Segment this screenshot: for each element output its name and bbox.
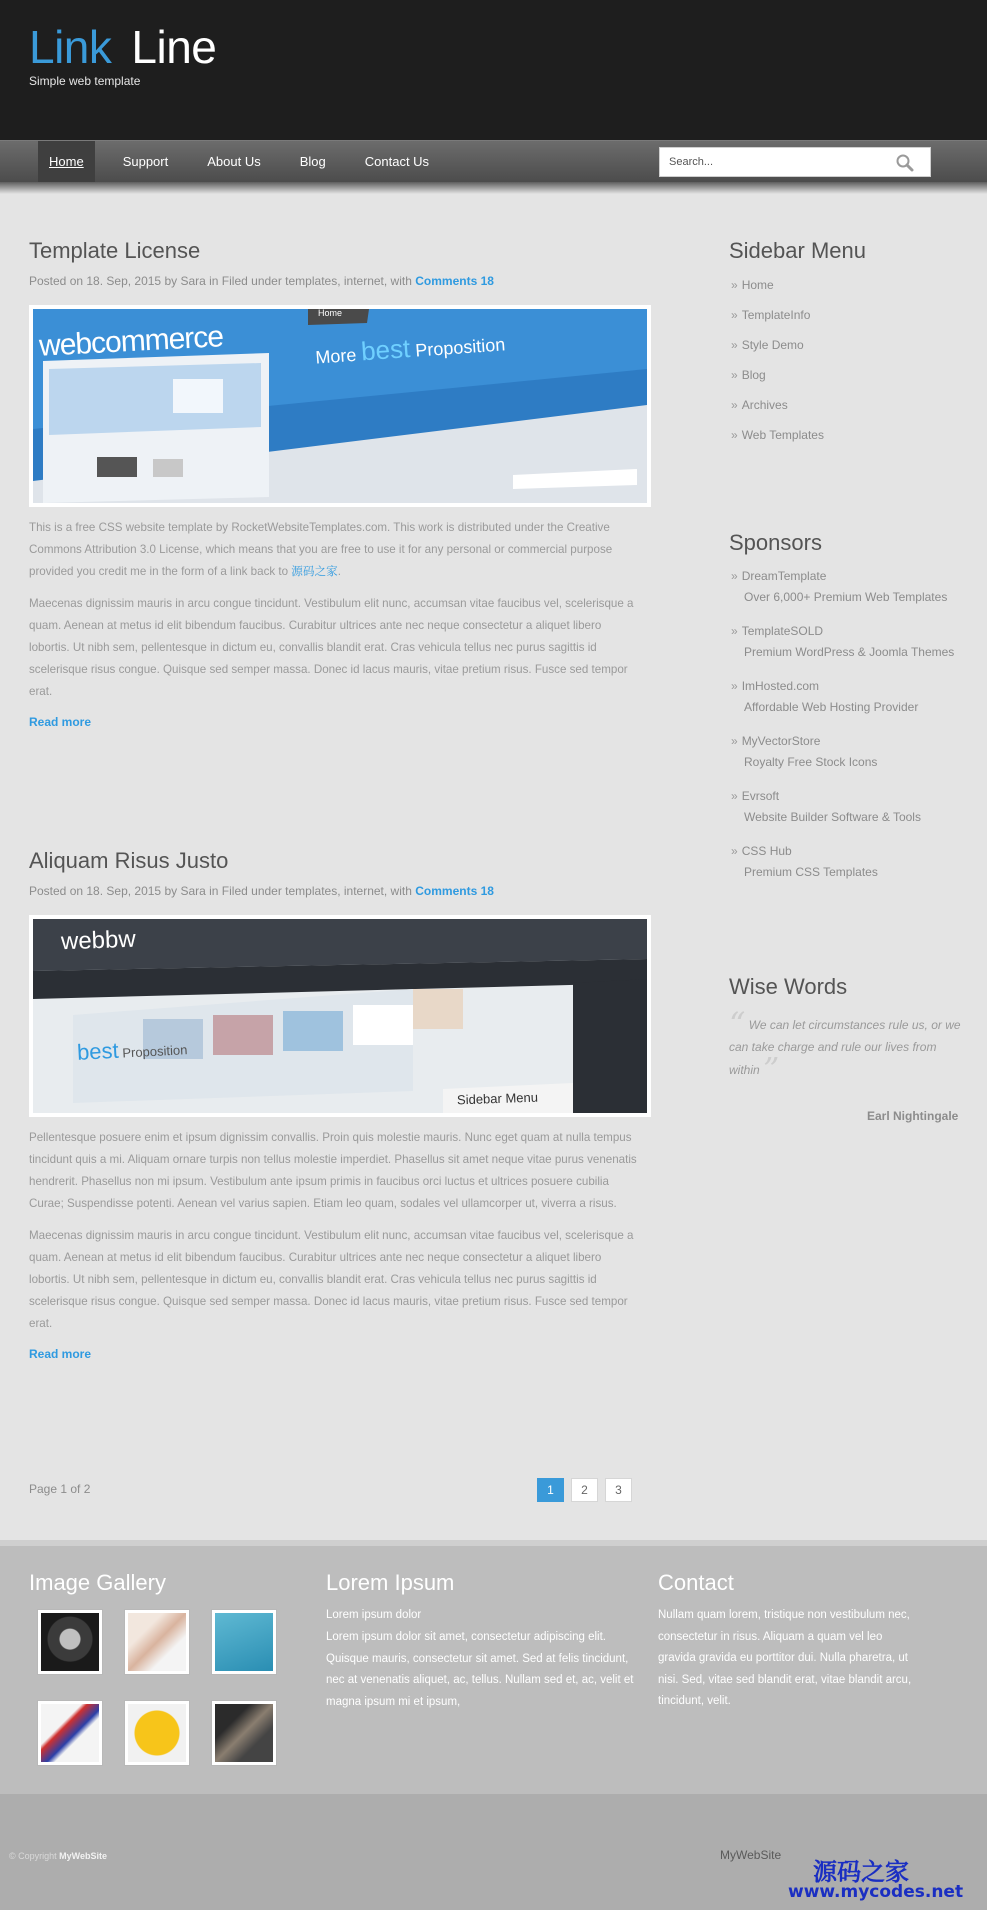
lorem-heading: Lorem ipsum dolor [326,1609,422,1621]
gallery-thumb-5[interactable] [125,1701,189,1765]
sponsor-desc: Over 6,000+ Premium Web Templates [744,590,948,604]
search-icon [892,152,918,174]
gallery-thumb-2[interactable] [125,1610,189,1674]
sponsor-name: ImHosted.com [741,679,820,693]
open-quote-icon: “ [729,1005,746,1043]
sponsor-name: DreamTemplate [741,569,827,583]
sidebar-item-home[interactable] [731,278,824,308]
contact-title: Contact [658,1570,734,1595]
sponsors-title: Sponsors [729,530,822,555]
post-paragraph-2: Maecenas dignissim mauris in arcu congue tincidunt. Vestibulum elit nunc, accumsan vitae faucibus vel, scelerisque a quam. Aenean at metus id elit bibendum faucibus. Curabitur ultrices ante nec neque consectetur a aliquet libero lobortis. Ut nibh sem, pellentesque in dictum eu, convallis blandit erat. Cras vehicula tellus nec purus sagittis id scelerisque risus congue. Quisque sed semper massa. Donec id lacus mauris, vitae pretium risus. Fusce sed tempor erat. [29,597,634,698]
gallery-thumb-4[interactable] [38,1701,102,1765]
headline-more: More [314,344,358,368]
sponsor-name: TemplateSOLD [741,624,824,638]
comments-link[interactable]: Comments 18 [415,884,494,898]
post-meta-text: Posted on 18. Sep, 2015 by Sara in Filed under templates, internet, with [29,274,412,288]
gallery-thumb-6[interactable] [212,1701,276,1765]
search-input[interactable] [660,148,880,176]
sidebar-item-archives[interactable] [731,398,824,428]
post-paragraph-1-text: This is a free CSS website template by RocketWebsiteTemplates.com. This work is distributed under the Creative Commons Attribution 3.0 License, which means that you are free to use it for any personal or commercial purpose provided you credit me in the form of a link back to [29,521,613,578]
lorem-title: Lorem Ipsum [326,1570,455,1595]
watermark-text: 源码之家 [813,1858,909,1886]
nav-item-blog[interactable]: Blog [299,154,326,169]
main-navbar [0,140,987,182]
post-title[interactable]: Template License [29,238,201,263]
page-2-button[interactable]: 2 [571,1478,598,1502]
sidebar-item-label: Web Templates [741,428,824,442]
sidebar-item-web-templates[interactable] [731,428,824,458]
search-box [659,147,931,177]
sponsor-item[interactable] [731,734,877,769]
sponsor-desc: Website Builder Software & Tools [744,810,921,824]
gallery-title: Image Gallery [29,1570,166,1595]
site-logo[interactable] [29,22,216,88]
post-paragraph-2: Maecenas dignissim mauris in arcu congue tincidunt. Vestibulum elit nunc, accumsan vitae faucibus vel, scelerisque a quam. Aenean at metus id elit bibendum faucibus. Curabitur ultrices ante nec neque consectetur a aliquet libero lobortis. Ut nibh sem, pellentesque in dictum eu, convallis blandit erat. Cras vehicula tellus nec purus sagittis id scelerisque risus congue. Quisque sed semper massa. Donec id lacus mauris, vitae pretium risus. Fusce sed tempor erat. [29,1229,634,1330]
nav-item-about-us[interactable]: About Us [207,154,261,169]
page-1-button[interactable]: 1 [537,1478,564,1502]
logo-word-link: Link [29,21,112,73]
sidebar-menu [731,278,824,458]
image-nav-home: Home [318,308,343,318]
copyright [9,1851,107,1861]
nav-menu [38,141,457,183]
sponsor-desc: Premium CSS Templates [744,865,878,879]
sidebar-item-label: Style Demo [741,338,804,352]
headline-proposition: Proposition [414,334,506,361]
lorem-text: Lorem ipsum dolor sit amet, consectetur adipiscing elit. Quisque mauris, consectetur sit amet. Sed at felis tincidunt, nec at venenatis aliquet, ac, tellus. Nullam sed et, ac, velit et magna ipsum mi et ipsum, [326,1631,634,1708]
post-template-license [29,238,651,729]
read-more-link[interactable]: Read more [29,715,92,729]
sponsor-item[interactable] [731,789,921,824]
post-meta [29,274,651,288]
read-more-link[interactable]: Read more [29,1347,92,1361]
chevron-right-icon: » [731,844,738,858]
sidebar-item-label: Blog [741,368,766,382]
headline-best: best [360,333,412,367]
pagination [537,1478,639,1502]
credit-link[interactable]: 源码之家 [291,565,338,578]
sponsor-item[interactable] [731,679,918,714]
chevron-right-icon: » [731,398,738,412]
footer-site-name[interactable]: MyWebSite [720,1848,782,1862]
sponsor-item[interactable] [731,569,947,604]
quote-author: Earl Nightingale [867,1109,959,1123]
post-paragraph-1: Pellentesque posuere enim et ipsum dignissim convallis. Proin quis molestie mauris. Nunc eget quam at nulla tempus tincidunt quis a mi. Aliquam ornare turpis non tellus molestie imperdiet. Phasellus sit amet neque vitae purus venenatis hendrerit. Phasellus non mi ipsum. Vestibulum ante ipsum primis in faucibus orci luctus et ultrices posuere cubilia Curae; Suspendisse potenti. Aenean vel varius sapien. Etiam leo quam, sodales vel ullamcorper ut, viverra a risus. [29,1131,637,1210]
sidebar-item-style-demo[interactable] [731,338,824,368]
chevron-right-icon: » [731,789,738,803]
sponsor-item[interactable] [731,624,954,659]
site-header [0,0,987,140]
webbw-brand: webbw [60,925,137,956]
webcommerce-brand: webcommerce [38,320,224,363]
wise-words-title: Wise Words [729,974,848,999]
headline-proposition: Proposition [121,1042,188,1061]
sponsor-name: CSS Hub [741,844,792,858]
page-info: Page 1 of 2 [29,1482,91,1496]
chevron-right-icon: » [731,679,738,693]
sidebar-item-label: TemplateInfo [741,308,811,322]
close-quote-icon: ” [763,1050,780,1088]
sidebar-item-label: Archives [741,398,788,412]
headline-best: best [76,1037,120,1065]
post-image-webbw[interactable] [29,915,651,1117]
post-paragraph-1 [29,517,644,583]
sidebar-item-label: Home [741,278,774,292]
post-image-webcommerce[interactable] [29,305,651,507]
sidebar-menu-title: Sidebar Menu [729,238,866,263]
quote-block [729,1005,961,1088]
chevron-right-icon: » [731,624,738,638]
comments-link[interactable]: Comments 18 [415,274,494,288]
sponsor-name: Evrsoft [741,789,780,803]
page-3-button[interactable]: 3 [605,1478,632,1502]
image-caption: Sidebar Menu [456,1089,539,1108]
nav-item-contact-us[interactable]: Contact Us [364,154,430,169]
sidebar-item-blog[interactable] [731,368,824,398]
nav-shadow [0,182,987,194]
copyright-prefix: © Copyright [9,1851,57,1861]
gallery-thumb-3[interactable] [212,1610,276,1674]
search-button[interactable] [892,152,918,174]
sponsor-desc: Royalty Free Stock Icons [744,755,878,769]
chevron-right-icon: » [731,368,738,382]
post-meta-text: Posted on 18. Sep, 2015 by Sara in Filed under templates, internet, with [29,884,412,898]
watermark-url: www.mycodes.net [788,1882,964,1902]
nav-item-support[interactable]: Support [122,154,169,169]
sponsor-name: MyVectorStore [741,734,821,748]
contact-text: Nullam quam lorem, tristique non vestibulum nec, consectetur in risus. Aliquam a quam vel leo gravida gravida eu porttitor dui. Nulla pharetra, ut nisi. Sed, vitae sed blandit erat, vitae blandit arcu, tincidunt, velit. [658,1609,912,1707]
sponsor-item[interactable] [731,844,878,879]
chevron-right-icon: » [731,428,738,442]
credit-link-end: . [337,565,341,578]
chevron-right-icon: » [731,278,738,292]
site-tagline: Simple web template [29,74,141,88]
sidebar-item-templateinfo[interactable] [731,308,824,338]
chevron-right-icon: » [731,569,738,583]
nav-item-home[interactable]: Home [38,141,95,183]
copyright-site[interactable]: MyWebSite [59,1851,108,1861]
chevron-right-icon: » [731,734,738,748]
chevron-right-icon: » [731,308,738,322]
sponsor-desc: Premium WordPress & Joomla Themes [744,645,955,659]
post-aliquam-risus-justo [29,848,651,1361]
post-title[interactable]: Aliquam Risus Justo [29,848,229,873]
logo-word-line: Line [131,21,217,73]
quote-text: We can let circumstances rule us, or we can take charge and rule our lives from within [729,1018,961,1077]
gallery-thumb-1[interactable] [38,1610,102,1674]
sponsor-desc: Affordable Web Hosting Provider [744,700,919,714]
post-meta [29,884,651,898]
chevron-right-icon: » [731,338,738,352]
